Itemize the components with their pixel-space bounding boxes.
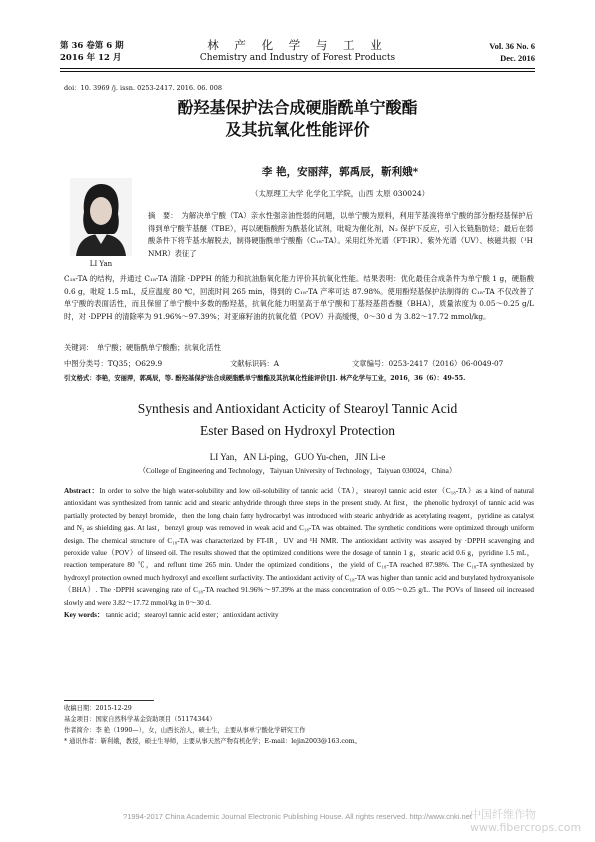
footnote-received: 收稿日期：2015-12-29 — [64, 705, 132, 712]
paper-title-en — [0, 398, 595, 442]
title-cn-line2: 及其抗氧化性能评价 — [225, 120, 370, 139]
keywords-en-label: Key words： — [64, 611, 105, 620]
title-en-line1: Synthesis and Antioxidant Acticity of Stearoyl Tannic Acid — [137, 401, 458, 416]
author-photo — [70, 178, 132, 256]
title-cn-line1: 酚羟基保护法合成硬脂酰单宁酸酯 — [177, 98, 418, 117]
affiliation-cn: （太原理工大学 化学化工学院，山西 太原 030024） — [250, 189, 430, 198]
abstract-en-label: Abstract： — [64, 487, 100, 495]
photo-caption: LI Yan — [89, 260, 113, 268]
watermark — [470, 808, 581, 834]
footnote-rule — [64, 700, 154, 701]
affiliation-en: （College of Engineering and Technology，Taiyuan University of Technology，Taiyuan 030024，China） — [138, 466, 457, 475]
volume-issue-en: Vol. 36 No. 6 — [489, 41, 535, 51]
footnote-author: 作者简介：李 艳（1990—），女，山西长治人，硕士生，主要从事单宁酸化学研究工作 — [64, 727, 306, 734]
header-rule-thick — [60, 68, 535, 69]
abstract-en-text: In order to solve the high water-solubility and low oil-solubility of tannic acid（TA），stearoyl tannic acid ester（C₁₈-TA）as a kind of natural antioxidant was synthesized from tannic acid and stearic anhydride through three steps in the present study. At first，the phenolic hydroxyl of tannic acid was partially protected by benzyl bromide，then the long chain fatty hydrocarbyl was introduced with stearic anhydride as acetylating reagent，pyridine as catalyst and N₂ as shielding gas. At last，benzyl group was removed in weak acid and C₁₈-TA was obtained. The synthetic conditions were optimized through uniform design. The chemical structure of C₁₈-TA was characterized by FT-IR，UV and ¹H NMR. The antioxidant activity was assayed by ·DPPH scavenging and peroxide value（POV）of linseed oil. The results showed that the optimized conditions were the dosage of tannin 1 g，stearic acid 0.6 g，pyridine 1.5 mL，reaction temperature 80 ℃，and reflunt time 265 min. Under the optimized conditions，the yield of C₁₈-TA reached 87.98%. The C₁₈-TA synthesized by hydroxyl protection owned much hydroxyl and excellent surfactivity. The antioxidant activity of C₁₈-TA was higher than tannic acid and butylated hydroxyanisole（BHA）. The ·DPPH scavenging rate of C₁₈-TA reached 91.96%～97.39% at the mass concentration of 0.05～0.25 g/L. The POVs of linseed oil increased slowly and were 3.82～17.72 mmol/kg in 0～30 d. — [64, 487, 534, 607]
paper-title-cn — [0, 97, 595, 141]
footnote-fund: 基金项目：国家自然科学基金资助项目（51174344） — [64, 716, 216, 723]
footnote-corresponding: * 通讯作者：靳利娥，教授，硕士生导师，主要从事天然产物有机化学；E-mail：lejin2003@163.com。 — [64, 738, 361, 745]
journal-name-en: Chemistry and Industry of Forest Products — [199, 53, 396, 63]
header-rule-thin — [60, 71, 535, 72]
date-en: Dec. 2016 — [500, 53, 535, 63]
authors-cn: 李 艳，安丽萍，郭禹辰，靳利娥* — [261, 166, 419, 178]
title-en-line2: Ester Based on Hydroxyl Protection — [200, 423, 395, 438]
keywords-cn: 关键词： 单宁酸；硬脂酰单宁酸酯；抗氧化活性 — [64, 343, 221, 352]
citation-format: 引文格式：李艳，安丽萍，郭禹辰，等. 酚羟基保护法合成硬脂酰单宁酸酯及其抗氧化性能评价[J]. 林产化学与工业，2016，36（6）：49-55. — [64, 375, 466, 382]
abstract-cn-part1: 摘 要： 为解决单宁酸（TA）亲水性强亲油性弱的问题，以单宁酸为原料，利用苄基溴将单宁酸的部分酚羟基保护后得到单宁酸苄基醚（TBE），再以硬脂酸酐为酰基化试剂，吡啶为催化剂，N₂ 保护下反应，引入长链脂肪烃；最后在弱酸条件下将苄基水解脱去，制得硬脂酰单宁酸酯（C₁₈-TA）。采用红外光谱（FT-IR）、紫外光谱（UV）、核磁共振（¹H NMR）表征了 — [148, 211, 533, 258]
journal-name-cn: 林 产 化 学 与 工 业 — [207, 38, 388, 52]
date-cn: 2016 年 12 月 — [60, 53, 122, 63]
watermark-line1: 中国纤维作物 — [470, 808, 536, 821]
authors-en: LI Yan，AN Li-ping，GUO Yu-chen，JIN Li-e — [209, 452, 386, 462]
volume-issue-cn: 第 36 卷第 6 期 — [60, 41, 124, 51]
document-code: 文献标识码：A — [230, 359, 280, 368]
abstract-en — [64, 485, 534, 621]
clc-number: 中图分类号：TQ35；O629.9 — [64, 359, 163, 368]
article-number: 文章编号：0253-2417（2016）06-0049-07 — [352, 359, 504, 368]
copyright-line: ?1994-2017 China Academic Journal Electronic Publishing House. All rights reserved. http://www.cnki.net — [123, 812, 472, 821]
journal-volume-en — [489, 40, 535, 64]
keywords-en-text: tannic acid；stearoyl tannic acid ester；antioxidant activity — [105, 611, 279, 620]
doi[interactable]: doi：10. 3969 /j. issn. 0253-2417. 2016. 06. 008 — [64, 84, 222, 92]
watermark-line2: www.fibercrops.com — [470, 821, 582, 834]
abstract-cn-part2: C₁₈-TA 的结构，并通过 C₁₈-TA 清除 ·DPPH 的能力和抗油脂氧化能力评价其抗氧化性能。结果表明：优化最佳合成条件为单宁酸 1 g，硬脂酸 0.6 g，吡啶 1.5 mL，反应温度 80 ℃，回流时间 265 min，得到的 C₁₈-TA 产率可达 87.98%。使用酚羟基保护法制得的 C₁₈-TA 不仅改善了单宁酸的表面活性，而且保留了单宁酸中多数的酚羟基，抗氧化能力明显高于单宁酸和丁基羟基茴香醚（BHA），质量浓度为 0.05～0.25 g/L 时，对 ·DPPH 的清除率为 91.96%～97.39%；对亚麻籽油的抗氧化值（POV）升高缓慢，0～30 d 为 3.82～17.72 mmol/kg。 — [64, 274, 534, 321]
